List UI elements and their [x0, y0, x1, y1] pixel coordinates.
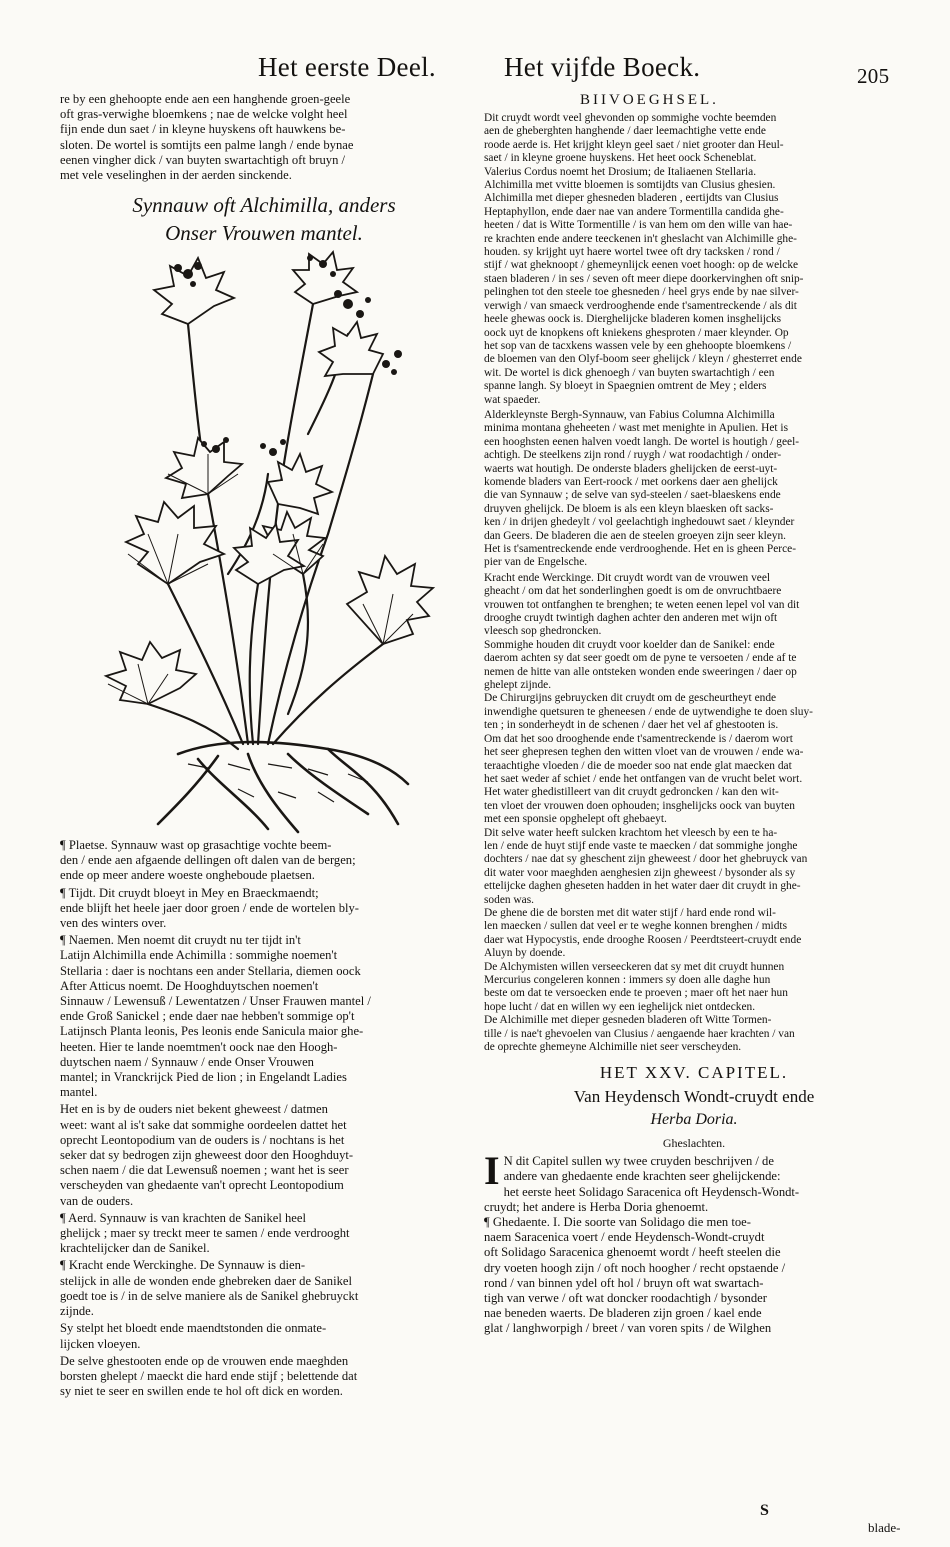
text-line: re krachten ende andere teeckenen in't gheslacht van Alchimille ghe-: [484, 232, 797, 245]
running-header-middle: Het vijfde Boeck.: [504, 52, 701, 82]
text-line: met een sponsie opghelept oft ghebaeyt.: [484, 813, 667, 826]
text-line: verscheyden van ghedaente van't oprecht Leontopodium: [60, 1178, 344, 1193]
text-line: tigh van verwe / oft wat doncker roodachtigh / bysonder: [484, 1291, 767, 1306]
text-line: Sommighe houden dit cruydt voor koelder dan de Sanikel: ende: [484, 638, 775, 651]
text-line: ¶ Naemen. Men noemt dit cruydt nu ter tijdt in't: [60, 933, 301, 948]
text-line: krachtelijcker dan de Sanikel.: [60, 1241, 210, 1256]
text-line: Mercurius congeleren konnen : immers sy doen alle daghe hun: [484, 974, 771, 986]
text-line: stijf / wat gheknoopt / ghemeynlijck eenen voet hoogh: op de welcke: [484, 259, 799, 272]
text-line: dochters / nae dat sy gheschent zijn gheweest / door het ghebruyck van: [484, 853, 808, 866]
chapter-heading: HET XXV. CAPITEL.: [599, 1063, 789, 1083]
text-line: After Atticus noemt. De Hooghduytschen noemen't: [60, 978, 319, 993]
text-line: ¶ Kracht ende Werckinghe. De Synnauw is dien-: [60, 1258, 306, 1273]
text-line: heeten. Hier te lande noemtmen't oock nae den Hoogh-: [60, 1039, 338, 1054]
text-line: andere van ghedaente ende krachten seer ghelijckende:: [503, 1169, 781, 1184]
text-line: wat spaeder.: [484, 393, 541, 406]
text-line: oft Solidago Saracenica ghenoemt wordt / heeft steelen die: [484, 1245, 781, 1260]
text-line: het eerste heet Solidago Saracenica oft Heydensch-Wondt-: [503, 1184, 800, 1199]
paragraph-chapter-body: [484, 1148, 904, 1336]
text-line: naem Saracenica voert / ende Heydensch-Wondt-cruydt: [484, 1230, 765, 1245]
chapter-subtitle: [484, 1086, 904, 1131]
text-line: daerom achten sy dat seer goedt om de pyne te versoeten / ende af te: [484, 652, 797, 665]
paragraph-stelpt: [60, 1321, 468, 1351]
text-line: Latijnsch Planta leonis, Pes leonis ende Sanicula maior ghe-: [60, 1024, 364, 1039]
text-line: eenen vingher dick / van buyten swartachtigh oft bruyn /: [60, 152, 346, 167]
text-line: ven des winters over.: [60, 916, 167, 931]
paragraph-naemen: [60, 933, 468, 1100]
left-column-intro: [60, 92, 468, 253]
text-line: borsten ghelept / maeckt die hard ende stijf ; belettende dat: [60, 1368, 358, 1383]
text-line: Heptaphyllon, ende daer nae van andere Tormentilla candida ghe-: [484, 205, 784, 218]
text-line: Kracht ende Werckinge. Dit cruydt wordt van de vrouwen veel: [484, 571, 771, 584]
text-line: Het water ghedistilleert van dit cruydt gedroncken / kan den wit-: [484, 786, 779, 799]
subheading-gheslachten: Gheslachten.: [662, 1135, 726, 1150]
text-line: dit water voor maeghden aenghesien zijn gheweest / bysonder als sy: [484, 866, 796, 879]
paragraph-ouders: [60, 1102, 468, 1208]
text-line: zijnde.: [60, 1304, 94, 1319]
text-line: vleesch sop ghedroncken.: [484, 625, 602, 638]
text-line: Alderkleynste Bergh-Synnauw, van Fabius Columna Alchimilla: [484, 408, 775, 421]
text-line: fijn ende dun saet / in kleyne huyskens oft hauwkens be-: [60, 122, 346, 137]
text-line: hope lucht / dat en willen wy een ieghelijck niet ontdecken.: [484, 1000, 756, 1013]
text-line: len maecken / sullen dat veel er te weghe konnen brenghen / midts: [484, 920, 788, 933]
text-line: ¶ Plaetse. Synnauw wast op grasachtige vochte beem-: [60, 838, 332, 852]
paragraph-plaetse: [60, 838, 468, 884]
right-column-body: [484, 112, 904, 1339]
text-line: rond / van binnen ydel oft hol / bruyn oft wat swartach-: [484, 1275, 764, 1290]
catchword: blade-: [868, 1520, 901, 1535]
text-line: ten ; in sonderheydt in de schenen / daer het vel af ghestooten is.: [484, 719, 779, 732]
paragraph-alderkleynste: [484, 409, 904, 570]
section-title-line: Synnauw oft Alchimilla, anders: [132, 193, 396, 218]
text-line: re by een ghehoopte ende aen een hanghende groen-geele: [60, 92, 351, 106]
text-line: Dit cruydt wordt veel ghevonden op sommighe vochte beemden: [484, 112, 777, 124]
text-line: verwigh / van smaeck verdrooghende ende t'samentreckende / als dit: [484, 299, 797, 312]
text-line: Sinnauw / Lewensuß / Lewentatzen / Unser Frauwen mantel /: [60, 994, 371, 1009]
text-line: beste om dat te versoecken ende te proeven ; maer oft het naer hun: [484, 987, 788, 1000]
text-line: drooghe cruydt twintigh daghen achter den anderen met wijn oft: [484, 612, 778, 625]
text-line: achtigh. De steelkens zijn rond / ruygh / wat roodachtigh / onder-: [484, 449, 782, 462]
text-line: ende Groß Sanickel ; ende daer nae hebben't sommige op't: [60, 1009, 355, 1024]
section-title: [60, 191, 468, 247]
text-line: ende op meer andere woeste ongheboude plaetsen.: [60, 868, 315, 883]
text-line: cruydt; het andere is Herba Doria ghenoemt.: [484, 1199, 709, 1214]
alchemilla-plant-image: [98, 244, 438, 834]
text-line: ende blijft het heele jaer door groen / ende de wortelen bly-: [60, 900, 359, 915]
text-line: De Alchymisten willen verseeckeren dat sy met dit cruydt hunnen: [484, 960, 785, 973]
text-line: ten vloet der vrouwen doen ophouden; insghelijcks oock van buyten: [484, 799, 795, 812]
page-number: 205: [857, 64, 890, 88]
chapter-subtitle-italic: Herba Doria.: [650, 1110, 738, 1128]
text-line: Valerius Cordus noemt het Drosium; de Italiaenen Stellaria.: [484, 165, 757, 178]
text-line: len / ende de huyt stijf ende vaste te maecken / dat sommighe jonghe: [484, 839, 798, 852]
text-line: vrouwen tot ontfanghen te brenghen; te weten eenen lepel vol van dit: [484, 598, 800, 611]
text-line: het saet weder af schiet / ende het ontfangen van de vrucht belet wort.: [484, 772, 803, 785]
text-line: mantel.: [60, 1085, 98, 1100]
text-line: N dit Capitel sullen wy twee cruyden beschrijven / de: [503, 1154, 774, 1169]
text-line: de oprechte ghemeyne Alchimille niet seer verscheyden.: [484, 1041, 742, 1054]
text-line: ettelijcke daghen gheseten hadden in het water daer dit cruydt in ghe-: [484, 880, 801, 893]
text-line: duytschen naem / Synnauw / ende Onser Vrouwen: [60, 1054, 314, 1069]
text-line: het sop van de tacxkens wassen vele by een ghehoopte bloemkens /: [484, 339, 792, 352]
paragraph-borsten: [60, 1354, 468, 1400]
chapter-subtitle-line: [484, 1108, 904, 1131]
paragraph-kracht: [60, 1258, 468, 1319]
text-line: lijcken vloeyen.: [60, 1336, 141, 1351]
text-line: druyven ghelijck. De bloem is als een kleyn blaesken oft sacks-: [484, 502, 774, 515]
text-line: waerts wat houtigh. De onderste bladers ghelijcken de eerst-uyt-: [484, 462, 778, 475]
text-line: De ghene die de borsten met dit water stijf / hard ende rond wil-: [484, 906, 776, 919]
text-line: Alchimilla met dieper ghesneden bladeren , eertijdts van Clusius: [484, 192, 779, 205]
text-line: oft gras-verwighe bloemkens ; nae de welcke volght heel: [60, 107, 348, 122]
running-header-left: Het eerste Deel.: [258, 52, 436, 82]
text-line: soden was.: [484, 893, 534, 906]
text-line: Om dat het soo drooghende ende t'samentreckende is / daerom wort: [484, 732, 793, 745]
text-line: Dit selve water heeft sulcken krachtom het vleesch by een te ha-: [484, 826, 778, 839]
text-line: seker dat sy bedrogen zijn gheweest door den Hooghduyt-: [60, 1148, 354, 1163]
text-line: gheacht / om dat het sonderlinghen goedt is om de onvruchtbaere: [484, 585, 782, 598]
text-line: ¶ Aerd. Synnauw is van krachten de Sanikel heel: [60, 1210, 306, 1225]
paragraph-aerd: [60, 1211, 468, 1257]
text-line: wit. De wortel is dick ghenoegh / van buyten swartachtigh / een: [484, 366, 775, 379]
text-line: goedt toe is / in de selve maniere als de Sanikel ghebruyckt: [60, 1288, 359, 1303]
section-heading: BIIVOEGHSEL.: [580, 92, 719, 108]
text-line: De Chirurgijns gebruycken dit cruydt om de gescheurtheyt ende: [484, 692, 777, 705]
text-line: met vele veselinghen in der aerden sinckende.: [60, 168, 292, 183]
text-line: minima montana gheheeten / wast met menighte in Apulien. Het is: [484, 422, 788, 435]
text-line: stelijck in alle de wonden ende ghebreken daer de Sanikel: [60, 1273, 352, 1288]
plant-woodcut-illustration: [98, 244, 438, 834]
text-line: Latijn Alchimilla ende Achimilla : sommighe noemen't: [60, 948, 338, 963]
chapter-subtitle-line: Van Heydensch Wondt-cruydt ende: [573, 1086, 815, 1106]
text-line: De selve ghestooten ende op de vrouwen ende maeghden: [60, 1353, 349, 1368]
text-line: Het en is by de ouders niet bekent gheweest / datmen: [60, 1102, 328, 1117]
text-line: inwendighe quetsuren te gheneesen / ende de uytwendighe te doen sluy-: [484, 705, 813, 718]
text-line: ¶ Tijdt. Dit cruydt bloeyt in Mey en Braeckmaendt;: [60, 885, 319, 900]
text-line: dry voeten hoogh zijn / oft noch hoogher / recht opstaende /: [484, 1260, 786, 1275]
text-line: die van Synnauw ; de selve van syd-steelen / saet-blaeskens ende: [484, 489, 781, 502]
paragraph-bivoeghsel: [484, 112, 904, 407]
text-line: een hooghsten eenen halven voedt langh. De wortel is houtigh / geel-: [484, 435, 800, 448]
text-line: Stellaria : daer is nochtans een ander Stellaria, diemen oock: [60, 963, 361, 978]
text-line: dan Geers. De bladeren die aen de steelen groeyen zijn seer kleyn.: [484, 529, 787, 542]
text-line: oock uyt de knopkens oft kniekens ghesproten / maer kleynder. Op: [484, 326, 789, 339]
left-column-body: [60, 838, 468, 1401]
text-line: aen de gheberghten hanghende / daer leemachtighe vette ende: [484, 125, 766, 138]
text-line: heele ghewas oock is. Dierghelijcke bladeren komen insghelijcks: [484, 313, 782, 326]
text-line: Het is t'samentreckende ende verdrooghende. Het en is gheen Perce-: [484, 543, 797, 555]
text-line: weet: want al is't sake dat sommighe oordeelen dattet het: [60, 1117, 347, 1132]
text-line: houden. sy krijght uyt haere wortel twee oft dry tacksken / rond /: [484, 246, 780, 259]
text-line: mantel; in Vranckrijck Pied de lion ; in Engelandt Ladies: [60, 1070, 347, 1085]
text-line: van de ouders.: [60, 1193, 134, 1208]
text-line: ghelijck ; maer sy treckt meer te samen / ende verdrooght: [60, 1226, 350, 1241]
paragraph-kracht-werckinge: [484, 572, 904, 1055]
text-line: staen bladeren / in ses / seven oft meer diepe doorkervinghen oft snip-: [484, 272, 804, 285]
text-line: saet / in kleyne groene huyskens. Het heet oock Scheneblat.: [484, 152, 757, 165]
text-line: de bloemen van den Olyf-boom seer ghelijck / kleyn / ghesterret ende: [484, 353, 802, 366]
signature-mark: S: [760, 1502, 769, 1519]
text-line: teraachtighe vloeden / die de moeder soo nat ende glat maecken dat: [484, 759, 792, 772]
text-line: pier van de Engelsche.: [484, 556, 588, 569]
text-line: De Alchimille met dieper gesneden bladeren oft Witte Tormen-: [484, 1014, 772, 1027]
text-line: den / ende aen afgaende dellingen oft dalen van de bergen;: [60, 853, 356, 868]
text-line: nemen de hitte van alle ontsteken wonden ende sweeringen / daer op: [484, 665, 797, 678]
text-line: ¶ Ghedaente. I. Die soorte van Solidago die men toe-: [484, 1215, 751, 1230]
text-line: roode aerde is. Het krijght kleyn geel saet / niet grooter dan Heul-: [484, 138, 784, 151]
text-line: daer wat Hypocystis, ende drooghe Roosen / Peerdtsteert-cruydt ende: [484, 933, 802, 946]
text-line: Alchimilla met vvitte bloemen is somtijdts van Clusius ghesien.: [484, 179, 776, 192]
text-line: oprecht Leontopodium van de ouders is / nochtans is het: [60, 1132, 345, 1147]
text-line: tille / is nae't ghevoelen van Clusius / aengaende haer krachten / van: [484, 1027, 795, 1040]
text-line: glat / langhworpigh / breet / van voren spits / de Wilghen: [484, 1321, 772, 1336]
text-line: spanne langh. Sy bloeyt in Spaegnien omtrent de Mey ; elders: [484, 380, 767, 393]
text-line: Sy stelpt het bloedt ende maendtstonden die onmate-: [60, 1321, 327, 1336]
text-line: ghelept zijnde.: [484, 679, 552, 692]
text-line: nae beneden waerts. De bladeren zijn groen / kael ende: [484, 1306, 762, 1321]
paragraph-tijdt: [60, 886, 468, 932]
text-line: komende bladers van Eert-roock / met oorkens daer aen ghelijck: [484, 475, 778, 488]
text-line: sloten. De wortel is somtijts een palme langh / ende bynae: [60, 137, 354, 152]
text-line: schen naem / die dat Lewensuß noemen ; want het is seer: [60, 1163, 349, 1178]
text-line: het seer ghepresen teghen den witten vloet van de vrouwen / ende wa-: [484, 746, 804, 759]
text-line: sy niet te seer en swillen ende te hol oft dick en worden.: [60, 1384, 343, 1399]
section-title-line: Onser Vrouwen mantel.: [165, 221, 363, 246]
drop-cap-initial: I: [484, 1148, 500, 1194]
text-line: heeten / dat is Witte Tormentille / is van hem om den wille van hae-: [484, 219, 793, 232]
text-line: ken / in drijen ghedeylt / vol geelachtigh inghedouwt saet / kleynder: [484, 516, 795, 529]
text-line: Aluyn by doende.: [484, 947, 566, 960]
text-line: pelinghen tot den steele toe ghesneden / heel grys ende by nae silver-: [484, 286, 799, 299]
